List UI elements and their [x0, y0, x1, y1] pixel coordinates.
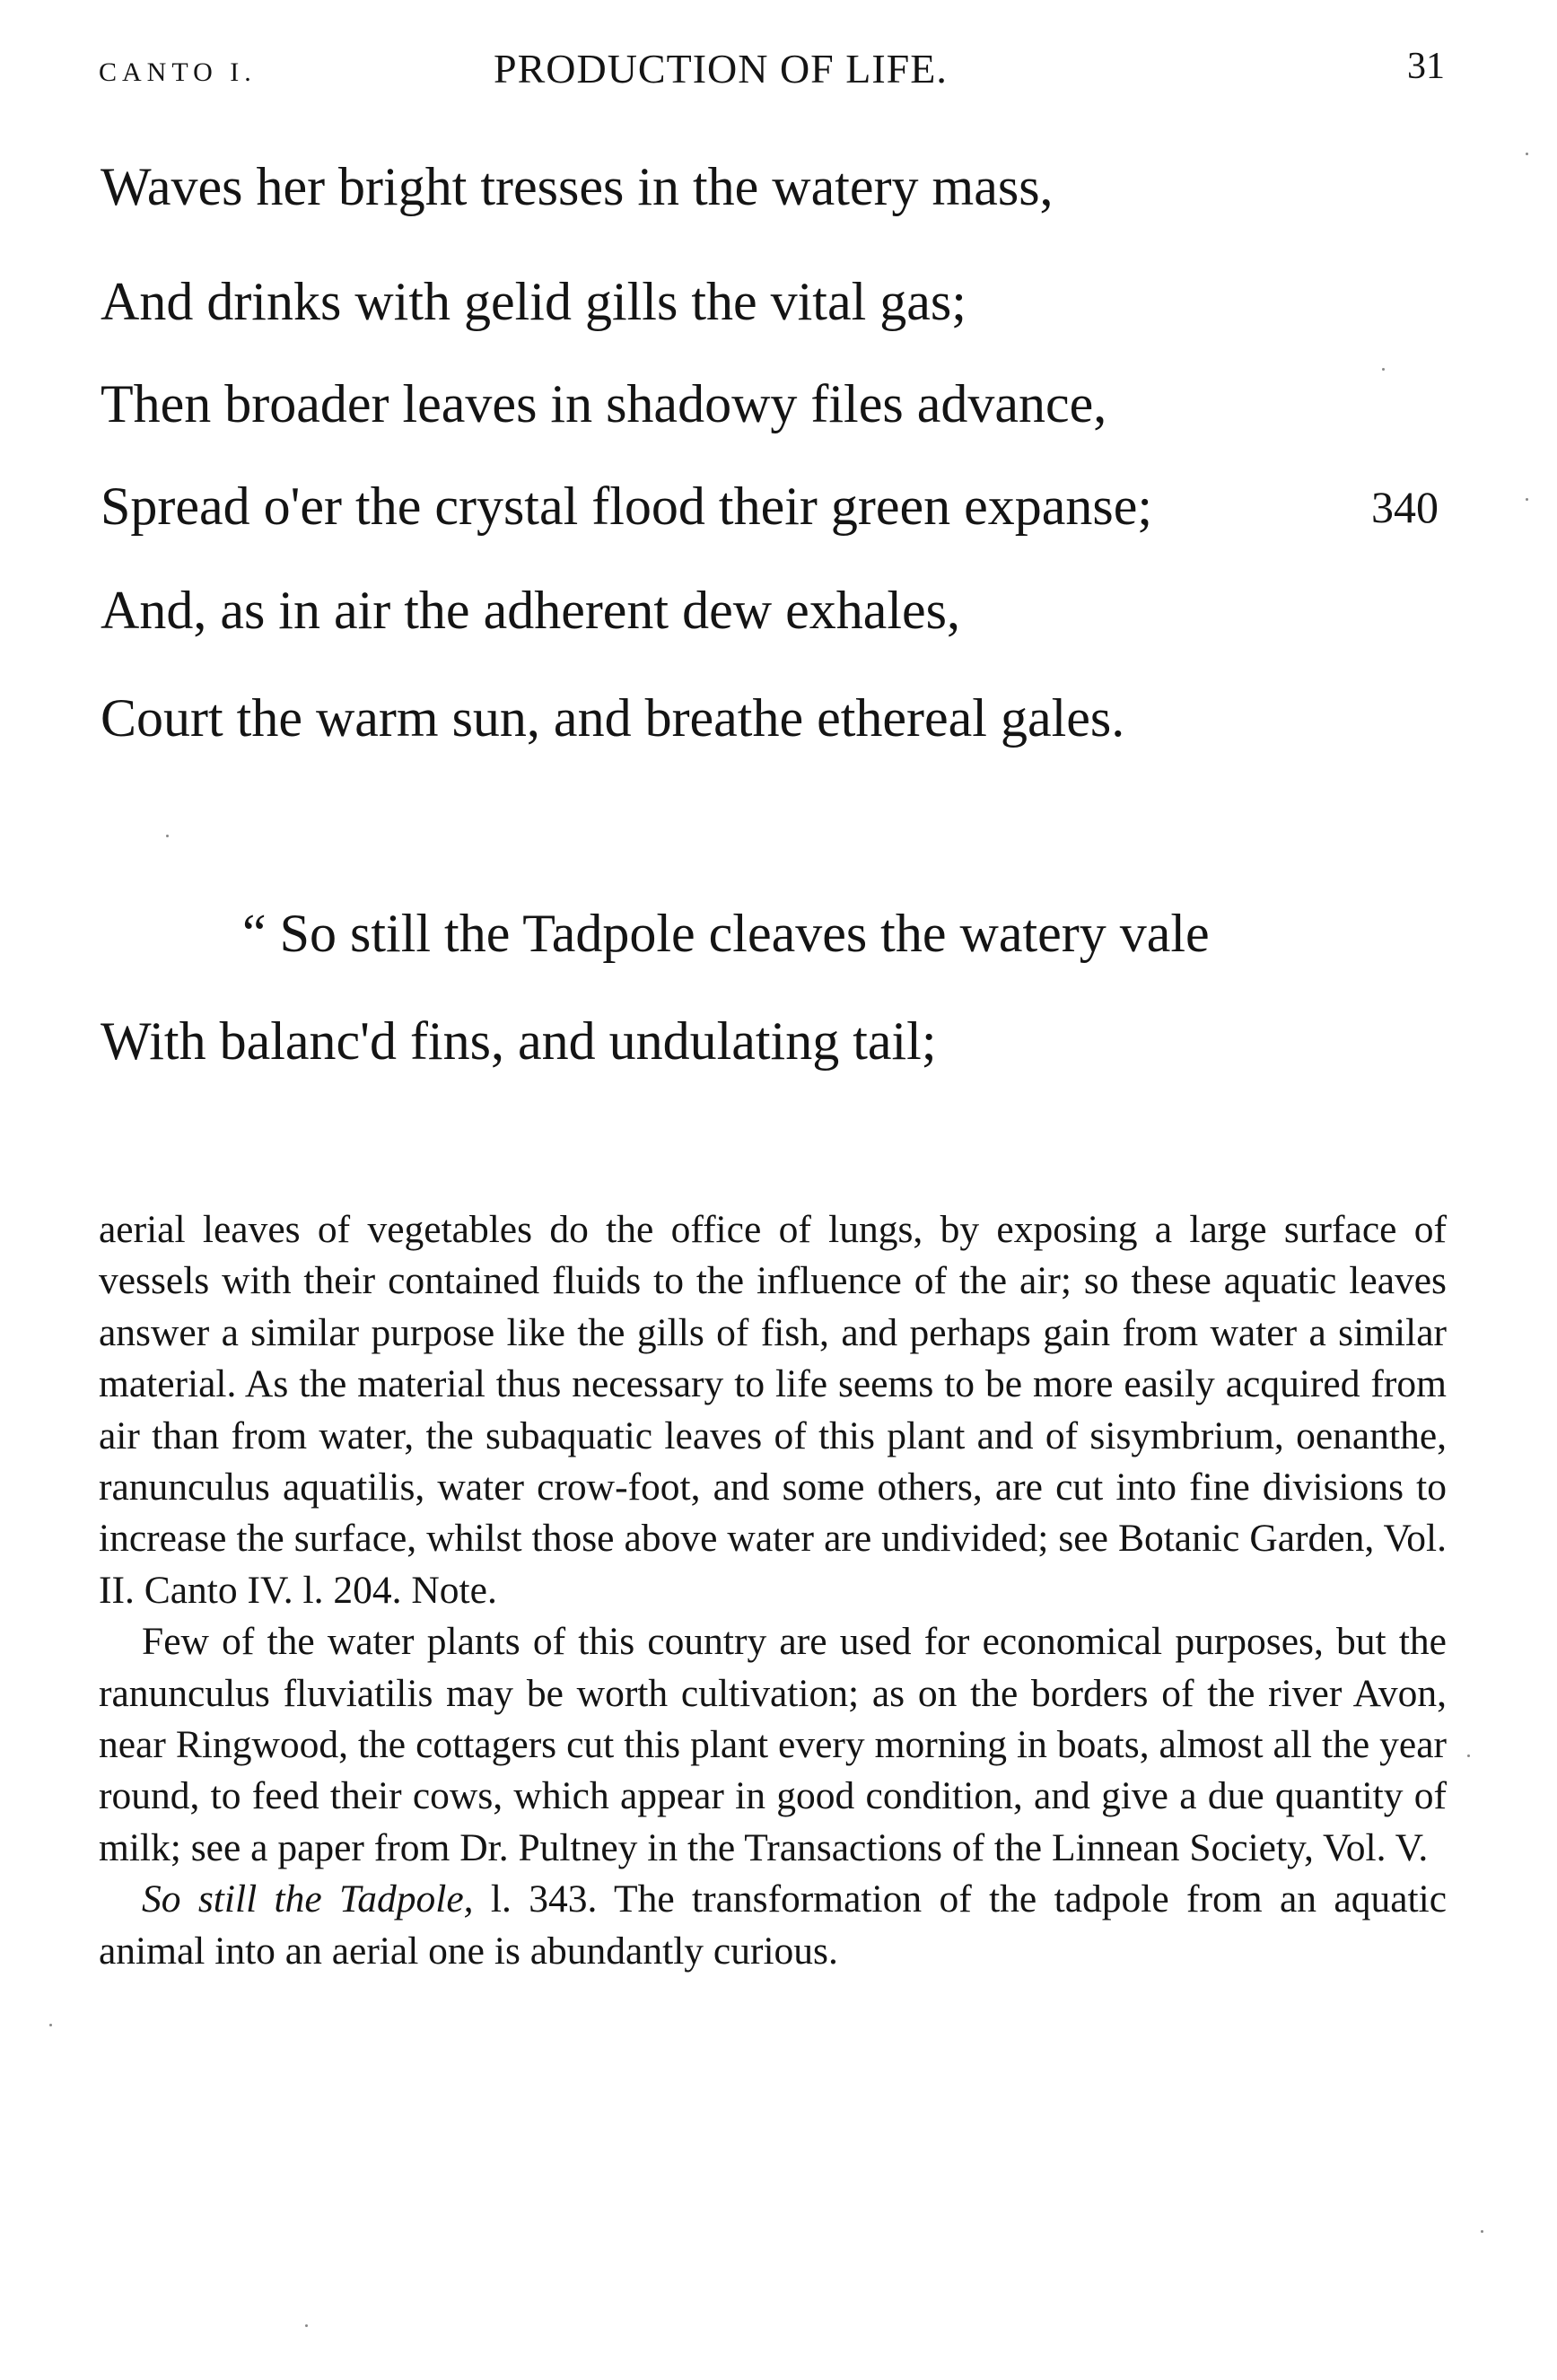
paper-speck [166, 835, 169, 837]
footnotes [99, 1204, 1447, 1977]
note-text: The transformation of the tadpole from an aquatic animal into an aerial one is abundantly curious. [99, 1877, 1448, 1973]
verse-line: And drinks with gelid gills the vital gas; [101, 272, 967, 331]
paper-speck [1481, 2230, 1483, 2233]
verse-line: Spread o'er the crystal flood their green expanse; [101, 477, 1153, 536]
paper-speck [1382, 368, 1385, 371]
verse-line: “ So still the Tadpole cleaves the watery vale [242, 904, 1210, 963]
note-paragraph: Few of the water plants of this country are used for economical purposes, but the ranunculus fluviatilis may be worth cultivation; as on the borders of the river Avon, near Ringwood, the cottagers cut this plant every morning in boats, almost all the year round, to feed their cows, which appear in good condition, and give a due quantity of milk; see a paper from Dr. Pultney in the Transactions of the Linnean Society, Vol. V. [99, 1620, 1447, 1869]
paper-speck [49, 2024, 52, 2026]
verse-line: Court the warm sun, and breathe ethereal gales. [101, 688, 1125, 748]
verse-line: With balanc'd fins, and undulating tail; [101, 1011, 937, 1071]
page-title: PRODUCTION OF LIFE. [494, 46, 948, 92]
note-paragraph [99, 1874, 1447, 1977]
line-number: 340 [1371, 482, 1439, 532]
note-reference: So still the Tadpole, [142, 1877, 474, 1921]
page-number: 31 [1407, 46, 1445, 87]
paper-speck [1526, 498, 1528, 501]
verse-line: Then broader leaves in shadowy files advance, [101, 374, 1107, 433]
running-header [99, 45, 1445, 99]
paper-speck [1526, 153, 1528, 155]
note-line-ref: l. 343. [490, 1877, 598, 1921]
note-paragraph: aerial leaves of vegetables do the office of lungs, by exposing a large surface of vessels with their contained fluids to the influence of the air; so these aquatic leaves answer a similar purpose like the gills of fish, and perhaps gain from water a similar material. As the material thus necessary to life seems to be more easily acquired from air than from water, the subaquatic leaves of this plant and of sisymbrium, oenanthe, ranunculus aquatilis, water crow-foot, and some others, are cut into fine divisions to increase the surface, whilst those above water are undivided; see Botanic Garden, Vol. II. Canto IV. l. 204. Note. [99, 1208, 1447, 1612]
verse-line: Waves her bright tresses in the watery mass, [101, 157, 1054, 216]
canto-label: CANTO I. [99, 57, 257, 87]
verse-line: And, as in air the adherent dew exhales, [101, 581, 960, 640]
paper-speck [1467, 1754, 1470, 1757]
paper-speck [305, 2324, 308, 2327]
